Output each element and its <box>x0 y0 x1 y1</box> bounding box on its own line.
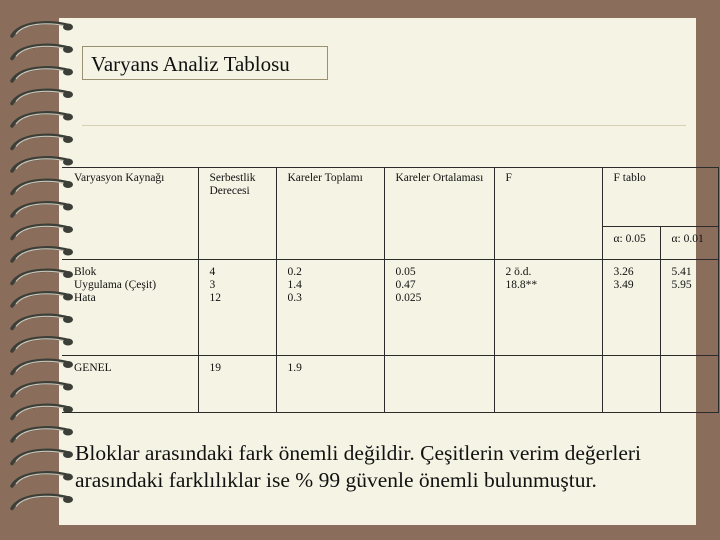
header-spacer <box>62 226 198 260</box>
f-value: 18.8** <box>505 279 538 292</box>
header-ftable: F tablo <box>602 168 718 227</box>
header-spacer <box>276 226 384 260</box>
f-value: 2 ö.d. <box>505 266 532 279</box>
header-spacer <box>494 226 602 260</box>
header-spacer <box>384 226 494 260</box>
header-spacer <box>198 226 276 260</box>
spiral-ring <box>12 450 73 463</box>
ss-value: 0.2 <box>287 266 302 279</box>
title-divider <box>82 125 686 126</box>
spiral-ring <box>12 45 73 58</box>
spiral-ring <box>12 473 73 486</box>
ftable-005-value: 3.49 <box>613 279 634 292</box>
header-alpha-005: α: 0.05 <box>602 226 660 260</box>
spiral-ring <box>12 23 73 36</box>
conclusion-line: arasındaki farklılıklar ise % 99 güvenle önemli bulunmuştur. <box>75 468 597 492</box>
spiral-ring <box>12 113 73 126</box>
ms-value: 0.05 <box>395 266 416 279</box>
source-label: Hata <box>74 292 96 305</box>
ss-value: 0.3 <box>287 292 302 305</box>
header-f: F <box>494 168 602 227</box>
spiral-ring <box>12 90 73 103</box>
spiral-ring <box>12 135 73 148</box>
table-row <box>62 260 718 356</box>
cell-ms <box>384 260 494 356</box>
table-row <box>62 356 718 413</box>
cell-empty <box>660 356 718 413</box>
spiral-ring <box>12 428 73 441</box>
cell-df <box>198 260 276 356</box>
source-label: Uygulama (Çeşit) <box>74 279 157 292</box>
ms-value: 0.025 <box>395 292 422 305</box>
header-ms: Kareler Ortalaması <box>384 168 494 227</box>
df-value: 12 <box>209 292 221 305</box>
cell-f <box>494 260 602 356</box>
cell-source-total: GENEL <box>62 356 198 413</box>
source-label: Blok <box>74 266 97 279</box>
cell-empty <box>602 356 660 413</box>
ftable-005-value: 3.26 <box>613 266 634 279</box>
conclusion-line: Bloklar arasındaki fark önemli değildir. Çeşitlerin verim değerleri <box>75 441 641 465</box>
cell-ss <box>276 260 384 356</box>
cell-ss-total: 1.9 <box>276 356 384 413</box>
header-df: Serbestlik Derecesi <box>198 168 276 227</box>
cell-empty <box>494 356 602 413</box>
ms-value: 0.47 <box>395 279 416 292</box>
conclusion-text <box>75 440 720 494</box>
ftable-001-value: 5.95 <box>671 279 692 292</box>
header-ss: Kareler Toplamı <box>276 168 384 227</box>
cell-df-total: 19 <box>198 356 276 413</box>
slide-title: Varyans Analiz Tablosu <box>82 46 328 80</box>
ftable-001-value: 5.41 <box>671 266 692 279</box>
df-value: 3 <box>209 279 216 292</box>
ss-value: 1.4 <box>287 279 302 292</box>
cell-empty <box>384 356 494 413</box>
header-alpha-001: α: 0.01 <box>660 226 718 260</box>
cell-source <box>62 260 198 356</box>
header-source: Varyasyon Kaynağı <box>62 168 198 227</box>
cell-alpha-005 <box>602 260 660 356</box>
spiral-ring <box>12 495 73 508</box>
cell-alpha-001 <box>660 260 718 356</box>
anova-table <box>62 167 719 413</box>
spiral-ring <box>12 68 73 81</box>
df-value: 4 <box>209 266 216 279</box>
